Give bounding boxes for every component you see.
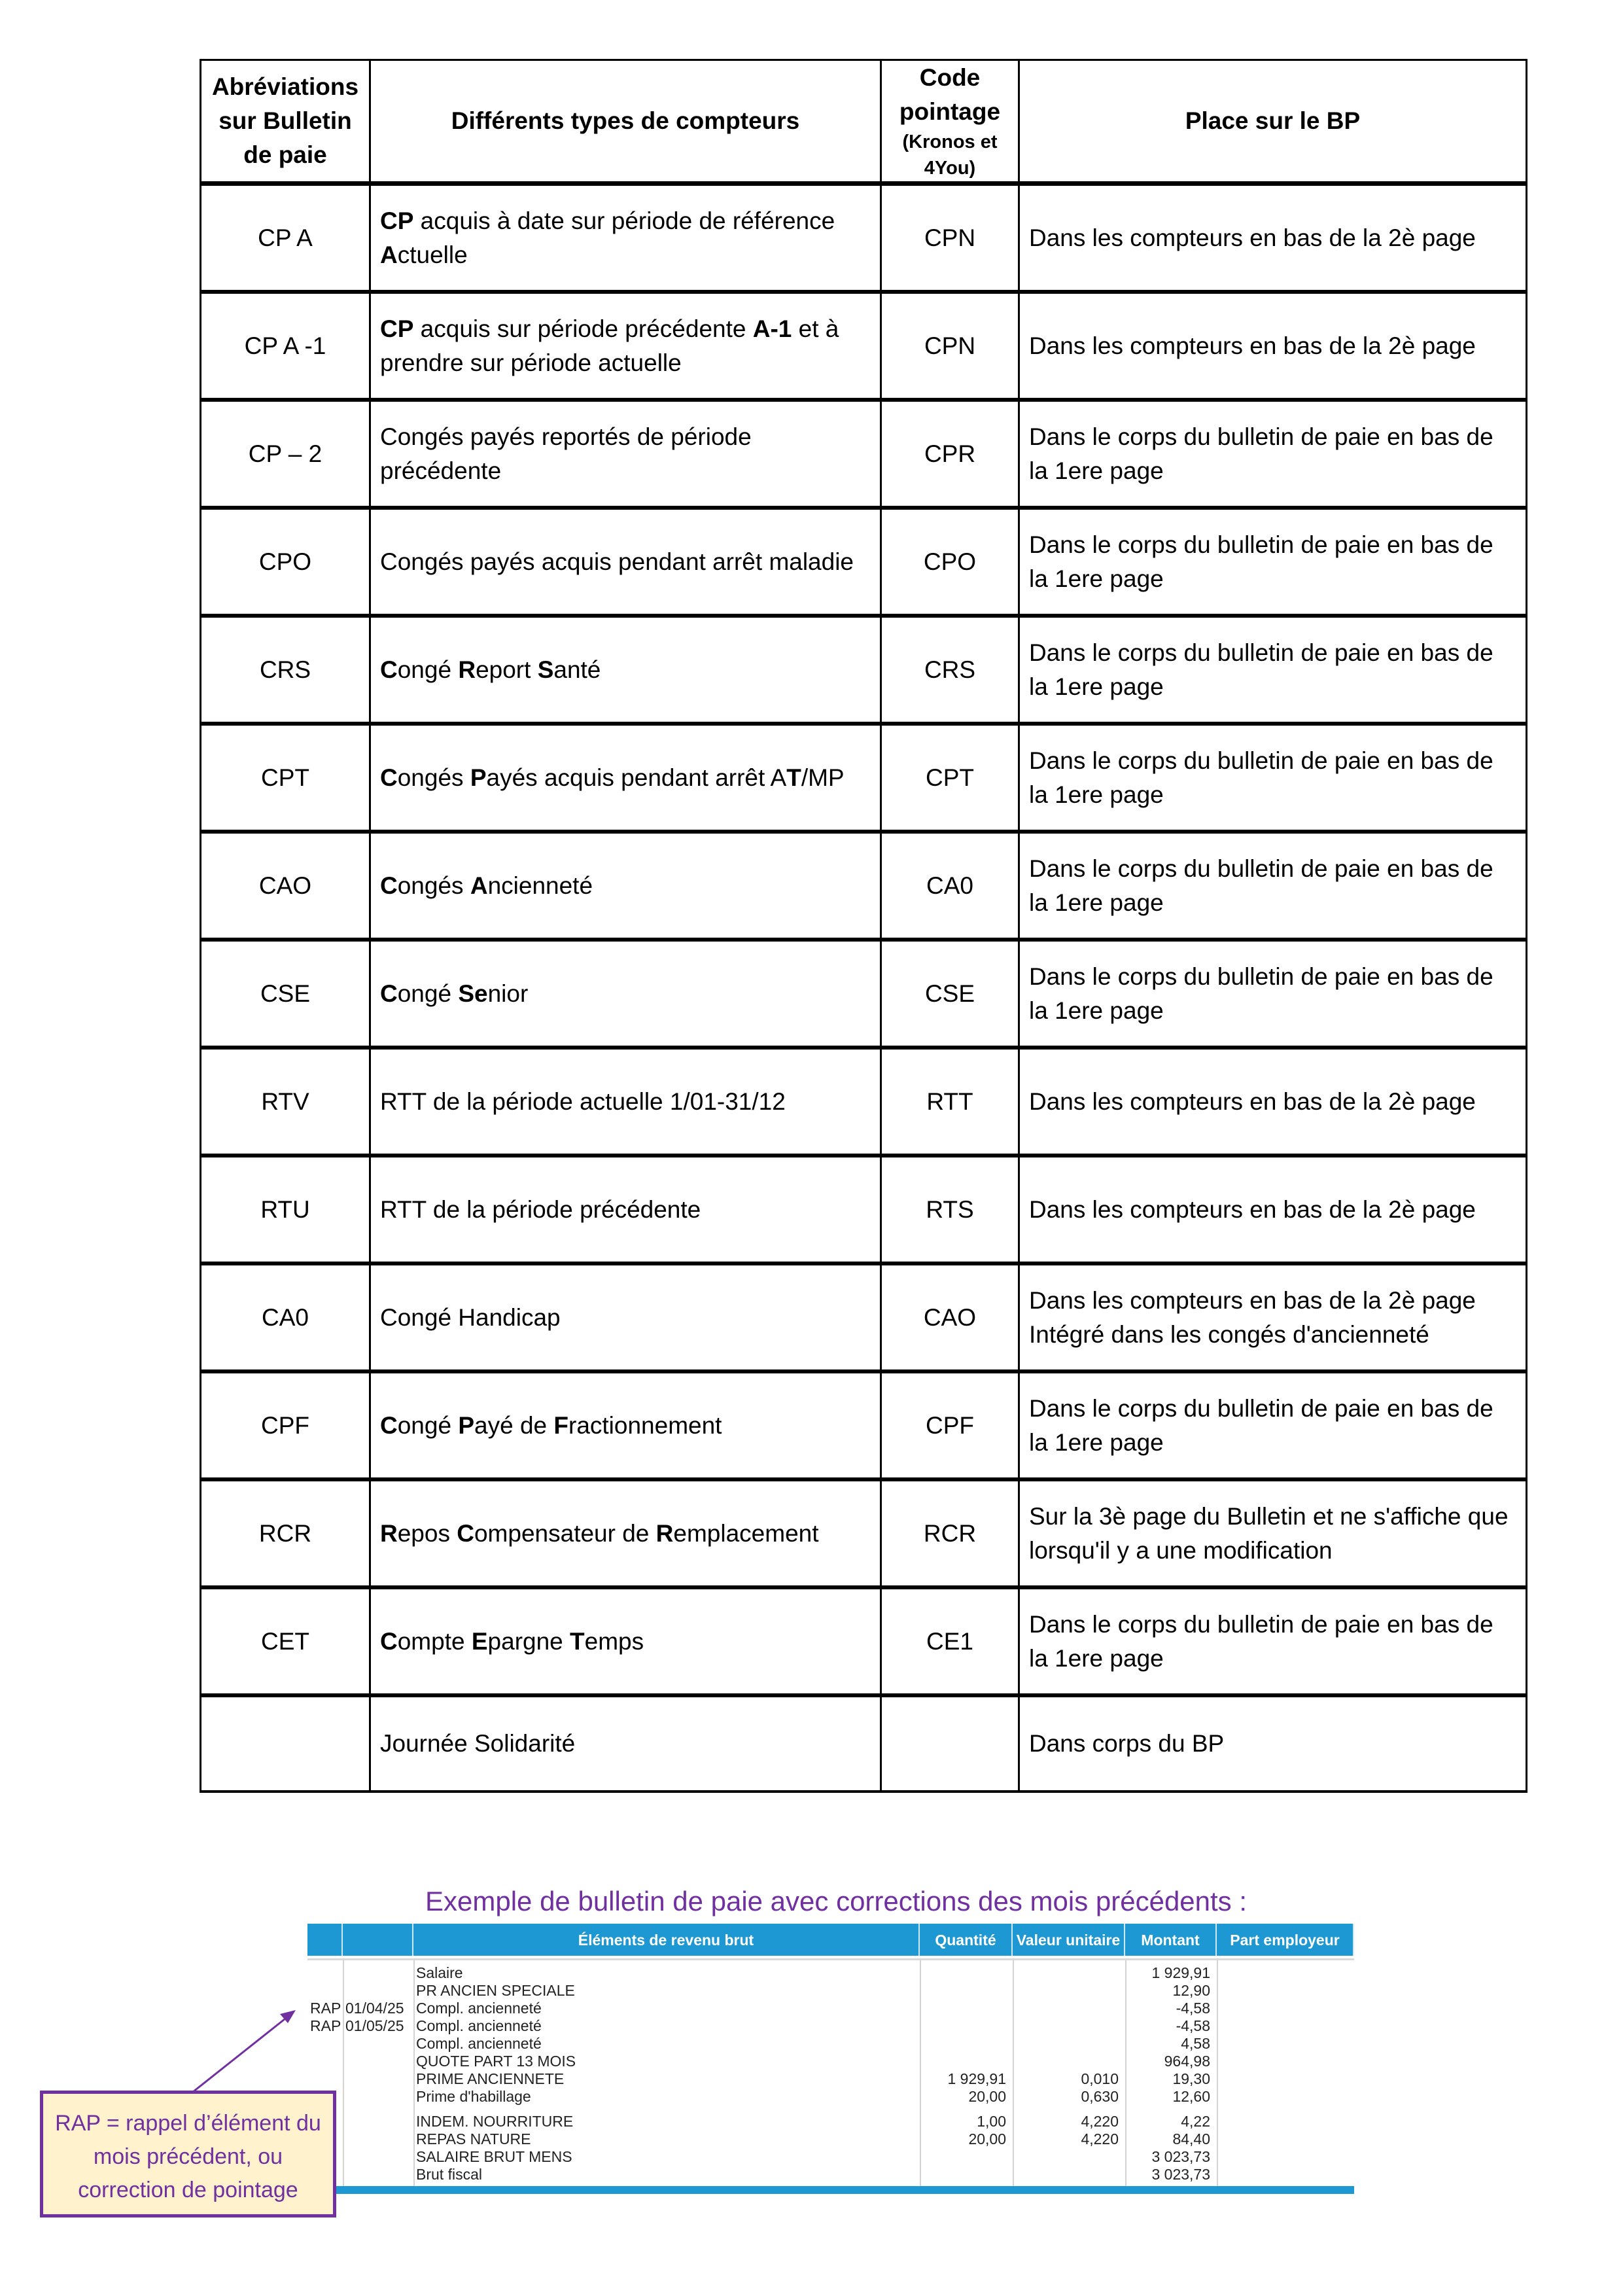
- payslip-header: [307, 1924, 1354, 1956]
- payslip-amount: 964,98: [1164, 2053, 1210, 2070]
- header-counter-types: Différents types de compteurs: [370, 60, 881, 184]
- payslip-unit-value: [1013, 1982, 1125, 2000]
- payslip-quantity: 1,00: [977, 2113, 1006, 2130]
- payslip-label: Compl. ancienneté: [416, 2000, 542, 2017]
- cell-counter-type: CP acquis sur période précédente A-1 et à prendre sur période actuelle: [370, 292, 881, 400]
- table-row: [201, 1048, 1527, 1156]
- payslip-date: [343, 2130, 413, 2148]
- cell-abbreviation: RTV: [201, 1048, 370, 1156]
- payslip-amount: 3 023,73: [1151, 2148, 1210, 2165]
- table-row: [201, 1371, 1527, 1479]
- payslip-row: [307, 2053, 1354, 2070]
- payslip-amount: 3 023,73: [1151, 2166, 1210, 2183]
- payslip-amount: 19,30: [1172, 2070, 1210, 2087]
- payslip-row: [307, 2113, 1354, 2130]
- table-row: [201, 1479, 1527, 1587]
- payslip-row: [307, 2017, 1354, 2035]
- payslip-quantity: 20,00: [968, 2088, 1006, 2105]
- cell-code-pointage: RCR: [881, 1479, 1019, 1587]
- header-code-note: (Kronos et 4You): [902, 132, 998, 179]
- payslip-code: [307, 1964, 343, 1982]
- payslip-employer-part: [1217, 2053, 1354, 2070]
- payslip-label: Compl. ancienneté: [416, 2035, 542, 2052]
- payslip-amount: 84,40: [1172, 2130, 1210, 2147]
- payslip-employer-part: [1217, 2166, 1354, 2183]
- header-code-pointage: [881, 60, 1019, 184]
- payslip-unit-value: [1013, 2017, 1125, 2035]
- cell-place-bp: Dans les compteurs en bas de la 2è page: [1019, 184, 1527, 292]
- header-abbreviations: Abréviations sur Bulletin de paie: [201, 60, 370, 184]
- payslip-row: [307, 1982, 1354, 2000]
- cell-abbreviation: CET: [201, 1587, 370, 1695]
- payslip-label: SALAIRE BRUT MENS: [416, 2148, 572, 2165]
- cell-counter-type: RTT de la période précédente: [370, 1156, 881, 1263]
- cell-abbreviation: CP A -1: [201, 292, 370, 400]
- payslip-employer-part: [1217, 2088, 1354, 2106]
- cell-place-bp: Dans le corps du bulletin de paie en bas de la 1ere page: [1019, 1587, 1527, 1695]
- cell-place-bp: Dans les compteurs en bas de la 2è page Intégré dans les congés d'ancienneté: [1019, 1263, 1527, 1371]
- payslip-employer-part: [1217, 2113, 1354, 2130]
- payslip-quantity: 20,00: [968, 2130, 1006, 2147]
- header-place-bp: Place sur le BP: [1019, 60, 1527, 184]
- payslip-employer-part: [1217, 2017, 1354, 2035]
- cell-place-bp: Sur la 3è page du Bulletin et ne s'affiche que lorsqu'il y a une modification: [1019, 1479, 1527, 1587]
- cell-abbreviation: CPO: [201, 508, 370, 616]
- payslip-row: [307, 2088, 1354, 2106]
- payslip-header-code: [307, 1924, 343, 1956]
- cell-code-pointage: CPN: [881, 184, 1019, 292]
- payslip-amount: 1 929,91: [1151, 1964, 1210, 1981]
- arrow-head-icon: [280, 2010, 296, 2023]
- payslip-row: [307, 2000, 1354, 2017]
- table-row: [201, 184, 1527, 292]
- table-row: [201, 1263, 1527, 1371]
- cell-code-pointage: CE1: [881, 1587, 1019, 1695]
- cell-code-pointage: RTT: [881, 1048, 1019, 1156]
- cell-place-bp: Dans les compteurs en bas de la 2è page: [1019, 292, 1527, 400]
- cell-counter-type: Journée Solidarité: [370, 1695, 881, 1792]
- payslip-header-quantity: Quantité: [920, 1924, 1013, 1956]
- payslip-code: [307, 1982, 343, 2000]
- cell-code-pointage: CPF: [881, 1371, 1019, 1479]
- payslip-unit-value: [1013, 2148, 1125, 2166]
- cell-counter-type: Repos Compensateur de Remplacement: [370, 1479, 881, 1587]
- payslip-code: RAP: [310, 2017, 341, 2034]
- payslip-quantity: 1 929,91: [947, 2070, 1006, 2087]
- payslip-label: REPAS NATURE: [416, 2130, 531, 2147]
- payslip-date: [343, 1982, 413, 2000]
- cell-code-pointage: CPO: [881, 508, 1019, 616]
- payslip-quantity: [920, 1982, 1013, 2000]
- payslip-header-date: [343, 1924, 413, 1956]
- cell-counter-type: CP acquis à date sur période de référence Actuelle: [370, 184, 881, 292]
- payslip-unit-value: 4,220: [1081, 2113, 1119, 2130]
- payslip-quantity: [920, 2017, 1013, 2035]
- cell-place-bp: Dans le corps du bulletin de paie en bas de la 1ere page: [1019, 940, 1527, 1048]
- cell-abbreviation: CA0: [201, 1263, 370, 1371]
- cell-code-pointage: CRS: [881, 616, 1019, 724]
- payslip-label: PRIME ANCIENNETE: [416, 2070, 565, 2087]
- payslip-row: [307, 2035, 1354, 2053]
- payslip-amount: 4,22: [1181, 2113, 1210, 2130]
- payslip-unit-value: [1013, 2035, 1125, 2053]
- payslip-label: Prime d'habillage: [416, 2088, 531, 2105]
- payslip-date: [343, 2113, 413, 2130]
- payslip-row: [307, 2166, 1354, 2183]
- cell-code-pointage: CA0: [881, 832, 1019, 940]
- cell-place-bp: Dans corps du BP: [1019, 1695, 1527, 1792]
- cell-abbreviation: CP – 2: [201, 400, 370, 508]
- cell-counter-type: Congés payés reportés de période précédente: [370, 400, 881, 508]
- payslip-quantity: [920, 2000, 1013, 2017]
- payslip-code: [307, 2053, 343, 2070]
- cell-abbreviation: CPF: [201, 1371, 370, 1479]
- payslip-amount: -4,58: [1176, 2000, 1210, 2017]
- payslip-employer-part: [1217, 2035, 1354, 2053]
- payslip-unit-value: [1013, 2053, 1125, 2070]
- payslip-row: [307, 2148, 1354, 2166]
- payslip-unit-value: [1013, 2166, 1125, 2183]
- payslip-footer-bar: [307, 2186, 1354, 2194]
- payslip-quantity: [920, 2053, 1013, 2070]
- table-row: [201, 508, 1527, 616]
- header-code-label: Code pointage: [899, 64, 1001, 125]
- cell-counter-type: Congé Report Santé: [370, 616, 881, 724]
- cell-code-pointage: CPR: [881, 400, 1019, 508]
- payslip-unit-value: 4,220: [1081, 2130, 1119, 2147]
- payslip-date: [343, 2035, 413, 2053]
- cell-abbreviation: CPT: [201, 724, 370, 832]
- payslip-header-employer-part: Part employeur: [1217, 1924, 1354, 1956]
- payslip-employer-part: [1217, 2130, 1354, 2148]
- cell-place-bp: Dans le corps du bulletin de paie en bas de la 1ere page: [1019, 1371, 1527, 1479]
- cell-abbreviation: [201, 1695, 370, 1792]
- counters-table: [200, 59, 1527, 1793]
- payslip-example: [307, 1924, 1354, 2205]
- cell-counter-type: Compte Epargne Temps: [370, 1587, 881, 1695]
- cell-place-bp: Dans le corps du bulletin de paie en bas de la 1ere page: [1019, 724, 1527, 832]
- cell-place-bp: Dans le corps du bulletin de paie en bas de la 1ere page: [1019, 400, 1527, 508]
- payslip-label: Brut fiscal: [416, 2166, 482, 2183]
- payslip-header-elements: Éléments de revenu brut: [413, 1924, 920, 1956]
- payslip-label: QUOTE PART 13 MOIS: [416, 2053, 576, 2070]
- payslip-row: [307, 1964, 1354, 1982]
- cell-place-bp: Dans le corps du bulletin de paie en bas de la 1ere page: [1019, 616, 1527, 724]
- cell-counter-type: Congés Ancienneté: [370, 832, 881, 940]
- payslip-date: [343, 2053, 413, 2070]
- payslip-label: INDEM. NOURRITURE: [416, 2113, 574, 2130]
- table-row: [201, 616, 1527, 724]
- table-row: [201, 292, 1527, 400]
- cell-place-bp: Dans les compteurs en bas de la 2è page: [1019, 1156, 1527, 1263]
- payslip-employer-part: [1217, 2070, 1354, 2088]
- payslip-amount: 12,90: [1172, 1982, 1210, 1999]
- payslip-header-amount: Montant: [1125, 1924, 1217, 1956]
- payslip-unit-value: 0,010: [1081, 2070, 1119, 2087]
- payslip-quantity: [920, 1964, 1013, 1982]
- table-row: [201, 1695, 1527, 1792]
- payslip-row: [307, 2130, 1354, 2148]
- payslip-amount: 12,60: [1172, 2088, 1210, 2105]
- cell-code-pointage: CSE: [881, 940, 1019, 1048]
- cell-counter-type: Congé Payé de Fractionnement: [370, 1371, 881, 1479]
- payslip-date: [343, 2166, 413, 2183]
- table-row: [201, 724, 1527, 832]
- payslip-header-unit-value: Valeur unitaire: [1013, 1924, 1125, 1956]
- cell-code-pointage: CPN: [881, 292, 1019, 400]
- cell-place-bp: Dans le corps du bulletin de paie en bas de la 1ere page: [1019, 832, 1527, 940]
- payslip-employer-part: [1217, 2000, 1354, 2017]
- cell-code-pointage: RTS: [881, 1156, 1019, 1263]
- table-row: [201, 1587, 1527, 1695]
- payslip-date: 01/05/25: [345, 2017, 404, 2034]
- cell-code-pointage: CAO: [881, 1263, 1019, 1371]
- cell-abbreviation: RCR: [201, 1479, 370, 1587]
- payslip-label: Salaire: [416, 1964, 463, 1981]
- payslip-code: [307, 2070, 343, 2088]
- table-row: [201, 1156, 1527, 1263]
- payslip-date: [343, 1964, 413, 1982]
- rap-callout: RAP = rappel d’élément du mois précédent, ou correction de pointage: [40, 2091, 336, 2217]
- cell-abbreviation: CP A: [201, 184, 370, 292]
- payslip-code: RAP: [310, 2000, 341, 2017]
- cell-abbreviation: RTU: [201, 1156, 370, 1263]
- payslip-label: PR ANCIEN SPECIALE: [416, 1982, 575, 1999]
- payslip-unit-value: [1013, 1964, 1125, 1982]
- cell-abbreviation: CRS: [201, 616, 370, 724]
- example-subtitle: Exemple de bulletin de paie avec corrections des mois précédents :: [425, 1886, 1248, 1916]
- cell-counter-type: Congés Payés acquis pendant arrêt AT/MP: [370, 724, 881, 832]
- payslip-unit-value: [1013, 2000, 1125, 2017]
- arrow-line: [193, 2017, 288, 2092]
- payslip-date: [343, 2148, 413, 2166]
- payslip-label: Compl. ancienneté: [416, 2017, 542, 2034]
- cell-abbreviation: CSE: [201, 940, 370, 1048]
- payslip-quantity: [920, 2148, 1013, 2166]
- payslip-date: [343, 2088, 413, 2106]
- payslip-amount: 4,58: [1181, 2035, 1210, 2052]
- payslip-code: [307, 2035, 343, 2053]
- cell-counter-type: Congés payés acquis pendant arrêt maladie: [370, 508, 881, 616]
- payslip-unit-value: 0,630: [1081, 2088, 1119, 2105]
- payslip-employer-part: [1217, 2148, 1354, 2166]
- cell-counter-type: Congé Senior: [370, 940, 881, 1048]
- payslip-body: [307, 1958, 1354, 2188]
- table-row: [201, 832, 1527, 940]
- table-row: [201, 400, 1527, 508]
- cell-place-bp: Dans le corps du bulletin de paie en bas de la 1ere page: [1019, 508, 1527, 616]
- payslip-amount: -4,58: [1176, 2017, 1210, 2034]
- payslip-quantity: [920, 2166, 1013, 2183]
- payslip-employer-part: [1217, 1964, 1354, 1982]
- cell-counter-type: Congé Handicap: [370, 1263, 881, 1371]
- payslip-quantity: [920, 2035, 1013, 2053]
- table-row: [201, 940, 1527, 1048]
- payslip-row: [307, 2070, 1354, 2088]
- table-header-row: [201, 60, 1527, 184]
- cell-code-pointage: [881, 1695, 1019, 1792]
- payslip-date: 01/04/25: [345, 2000, 404, 2017]
- payslip-employer-part: [1217, 1982, 1354, 2000]
- cell-place-bp: Dans les compteurs en bas de la 2è page: [1019, 1048, 1527, 1156]
- cell-abbreviation: CAO: [201, 832, 370, 940]
- cell-code-pointage: CPT: [881, 724, 1019, 832]
- payslip-date: [343, 2070, 413, 2088]
- cell-counter-type: RTT de la période actuelle 1/01-31/12: [370, 1048, 881, 1156]
